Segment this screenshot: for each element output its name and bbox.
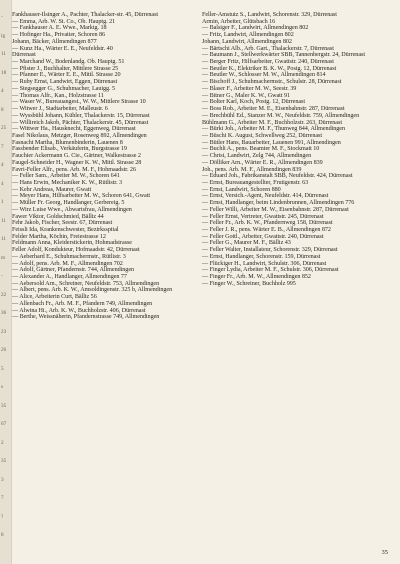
directory-entry: — Hofinger Ha., Privatier, Schoren 86 <box>12 32 106 39</box>
directory-entry: — Witwer J., Stadtarbeiter, Malleustr. 6 <box>12 106 108 113</box>
directory-entry: — Beutler W., Schlosser M. W., Allmendingen 814 <box>202 72 326 79</box>
directory-entry: — Aeberhard E., Schuhmachermstr., Rütlistr. 3 <box>12 253 126 260</box>
right-column <box>202 12 388 287</box>
directory-entry: Feissli Ida, Krankenschwester, Bezirksspital <box>12 227 119 233</box>
directory-entry: — Finger W., Schreiner, Buchholz 995 <box>202 280 296 287</box>
edge-mark: 7 <box>1 143 4 150</box>
directory-entry: Favri-Feller Alfr., pens. Arb. M. F., Hohmaadstr. 26 <box>12 166 136 173</box>
edge-mark: - <box>1 14 3 20</box>
directory-entry: — Feller Gottl., Arbeiter, Gwattstr. 240, Dürrenast <box>202 233 324 240</box>
directory-entry: — Berthe, Weissnäherin, Pfandernstrasse 749, Allmendingen <box>12 314 160 321</box>
directory-entry: — Bischoff J., Schuhmachermstr., Schulstr. 28, Dürrenast <box>202 79 342 86</box>
edge-mark: 4 <box>1 180 4 187</box>
directory-entry: — Fankhauser A. E. Wwe., Marktg. 18 <box>12 25 107 32</box>
edge-mark: 11 <box>1 51 6 57</box>
directory-entry: — Ernst, Versich.-Agent, Neufeldstr. 414, Dürrenast <box>202 193 329 200</box>
edge-mark: 35 <box>1 458 7 464</box>
directory-entry: Armin, Arbeiter, Glütsbach 16 <box>202 18 276 25</box>
directory-entry: — Bitner G., Maler K. W., Gwatt 91 <box>202 92 291 99</box>
directory-entry: — Hans Erwin, Mechaniker K. W., Rütlistr. 3 <box>12 179 123 186</box>
directory-entry: — Pfanner E., Wärter E. E., Mittl. Strasse 20 <box>12 72 121 79</box>
directory-entry: — Bolter Karl, Koch, Postg. 12, Dürrenast <box>202 99 306 106</box>
edge-mark: ig <box>1 32 6 39</box>
directory-entry: — Blaser F., Arbeiter M. W., Seestr. 39 <box>202 85 297 92</box>
directory-entry: — Müller Fr. Georg, Handlanger, Gerbereig. 5 <box>12 200 125 207</box>
directory-entry: Fasnacht Martha, Blumenbinderin, Lauenen 8 <box>12 139 123 146</box>
directory-entry: — Kunz Ha., Wärter E. E., Neufeldstr. 40 <box>12 45 113 52</box>
edge-mark: 2 <box>1 439 4 446</box>
directory-entry: Joh., pens. Arb. M. F., Allmendingen 839 <box>202 166 302 173</box>
directory-entry: — Ernst, Landwirt, Schoren 880 <box>202 186 281 193</box>
directory-entry: Fauchier Ackermann G. Cie., Gärtner, Walkestrasse 2 <box>12 153 141 160</box>
edge-mark: 5 <box>1 365 4 372</box>
edge-mark: 23 <box>1 328 7 335</box>
directory-entry: — Wirz Luise Wwe., Abwartsfrau, Allmendingen <box>12 206 132 213</box>
edge-mark: 1 <box>1 199 4 205</box>
edge-mark: m <box>1 254 6 261</box>
directory-entry: — Emma, Arb. W. St. Co., Ob. Hauptg. 21 <box>12 18 116 25</box>
directory-entry: — Balsiger F., Landwirt, Allmendingen 802 <box>202 25 309 32</box>
binding-edge <box>0 0 12 564</box>
directory-entry: — Eduard Joh., Fabrikanstalt SBB, Neufeldstr. 424, Dürrenast <box>202 173 353 180</box>
directory-entry: — Albert, pens. Arb. K. W., Amsoldingenstr. 325 b, Allmendingen <box>12 287 173 294</box>
directory-entry: — Wittwer Ha., Hausknecht, Eggenweg, Dürrenast <box>12 126 136 133</box>
edge-mark: 26 <box>1 347 7 353</box>
directory-entry: — Alice, Arbeiterin Curt, Bälliz 56 <box>12 294 97 301</box>
edge-mark: 67 <box>1 421 7 427</box>
directory-entry: — Feller Sam., Arbeiter M. W., Schoren 641 <box>12 173 120 180</box>
edge-mark: 11 <box>1 236 6 242</box>
directory-entry: — Dölliker Arn., Wärter E. R., Allmendingen 839 <box>202 159 323 166</box>
directory-entry: Fasel Nikolaus, Metzger, Rosenweg 892, Allmendingen <box>12 132 147 139</box>
directory-entry: — Christ, Landwirt, Zelg 744, Allmendingen <box>202 153 312 160</box>
directory-entry: Feldmann Anna, Kleiderstickerin, Hohmadstrasse <box>12 240 132 247</box>
directory-entry: — Baumann J., Stellwerkwärter SBB, Tannenbergstr. 24, Dürrenast <box>202 52 365 59</box>
directory-entry: — Boss Rob., Arbeiter M. E., Eisenbahnstr. 287, Dürrenast <box>202 106 345 113</box>
edge-mark: s <box>1 384 4 390</box>
directory-entry: Feller-Amstutz S., Landwirt, Schorenstr. 329, Dürrenast <box>202 12 337 18</box>
directory-entry: — Finger Fr., Arb. M. W., Allmendingen 852 <box>202 274 311 281</box>
directory-entry: — Berger Fritz, Hilfsarbeiter, Gwattstr. 240, Dürrenast <box>202 59 334 66</box>
directory-entry: — Fritz, Landwirt, Allmendingen 802 <box>202 32 294 39</box>
edge-mark: 11 <box>1 217 6 224</box>
directory-entry: — Feller J. R., pens. Wärter E. B., Allmendingen 872 <box>202 227 331 233</box>
directory-entry: — Feller Walter, Installateur, Schorenstr. 329, Dürrenast <box>202 247 338 254</box>
edge-mark: 8 <box>1 532 4 538</box>
directory-entry: — Ernst, Handlanger, Schorenstr. 159, Dürrenast <box>202 253 321 260</box>
directory-entry: — Feller Willi, Arbeiter M. W., Eisenbahnstr. 287, Dürrenast <box>202 206 349 213</box>
directory-entry: Feller Adolf, Kondukteur, Hofmaadstr. 42, Dürrenast <box>12 247 140 254</box>
edge-mark: - <box>1 273 3 279</box>
directory-entry: — Brechbühl Ed., Stanzer M. W., Neufeldstr. 759, Allmendingen <box>202 112 360 119</box>
directory-entry: Fawer Viktor, Goldschmied, Bälliz 44 <box>12 213 104 220</box>
edge-mark: 25 <box>1 125 7 131</box>
directory-entry: — Ernst, Handlanger, beim Lindenbrunnen, Allmendingen 776 <box>202 200 355 207</box>
directory-entry: — Stegsegger G., Schuhmacher, Lauigg. 5 <box>12 85 116 92</box>
directory-entry: — Beutler K., Elektriker B. K. W., Postg. 12, Dürrenast <box>202 65 337 72</box>
directory-entry: — Adolf, Gärtner, Pfandernstr. 744, Allmendingen <box>12 267 135 274</box>
directory-entry: — Buchli A., pens. Beamter M. F., Stockmatt 10 <box>202 146 320 153</box>
directory-entry: Dürrenast <box>12 52 36 59</box>
directory-entry: — Büschi K. August, Schwellweg 252, Dürrenast <box>202 132 323 139</box>
edge-mark: ? <box>1 513 4 520</box>
directory-entry: — Marchand W., Bodenlandg. Ob. Hauptg. 51 <box>12 59 125 66</box>
edge-mark: 7 <box>1 495 4 501</box>
edge-mark: 4 <box>1 88 4 94</box>
directory-entry: — Adolf, pens. Arb. M. F., Allmendingen 702 <box>12 260 123 267</box>
left-column <box>12 12 198 321</box>
directory-entry: — Aebersold Arn., Schreiner, Neufeldstr. 753, Allmendingen <box>12 280 160 287</box>
directory-entry: — Waser W., Bureauangest., W. W., Mittlere Strasse 10 <box>12 99 146 106</box>
edge-mark: 18 <box>1 69 7 76</box>
page-number: 35 <box>381 549 388 556</box>
directory-entry: — Pfister J., Buchhalter, Mittlere Strasse 25 <box>12 65 119 72</box>
directory-entry: — Feller Ernst, Vertreter, Gwattstr. 245, Dürrenast <box>202 213 324 220</box>
directory-entry: Fankhauser-Ilsinger A., Pachter, Thalacker-str. 45, Dürrenast <box>12 12 159 18</box>
directory-entry: — Thomas Alfr., Kan., Holzstrasse 11 <box>12 92 104 99</box>
directory-entry: — Alexander A., Handlanger, Allmendingen 77 <box>12 274 127 281</box>
directory-entry: — Feller G., Maurer M. F., Bälliz 43 <box>202 240 291 247</box>
directory-entry: — Ruby Ernst, Landwirt, Eggen, Dürrenast <box>12 79 118 86</box>
directory-entry: Fassbender Elisab., Verkäuferin, Burgstrasse 19 <box>12 146 127 153</box>
directory-entry: Johann, Bäcker, Allmendingen 877 <box>12 38 97 45</box>
edge-mark: 35 <box>1 402 7 409</box>
edge-mark: 3 <box>1 476 4 483</box>
directory-entry: — Bürki Joh., Arbeiter M. F., Thunweg 844, Allmendingen <box>202 126 345 133</box>
directory-entry: — Flückiger H., Landwirt, Schulstr. 306, Dürrenast <box>202 260 327 267</box>
directory-entry: — Allenbach Fr., Arb. M. F., Pfandern 749, Allmendingen <box>12 300 153 307</box>
directory-entry: — Finger Lydia, Arbeiter M. F., Schulstr. 306, Dürrenast <box>202 267 339 274</box>
directory-entry: Felder Martha, Köchin, Freiestrasse 12 <box>12 233 106 240</box>
edge-mark: 22 <box>1 291 7 298</box>
directory-entry: Bühlmann G., Arbeiter M. F., Buchholzstr. 263, Dürrenast <box>202 119 342 126</box>
directory-entry: — Feller Fr., Arb. K. W., Pfandernweg 158, Dürrenast <box>202 220 333 227</box>
directory-entry: — Wyssbühl Johann, Kühler, Thalackerstr. 15, Dürrenast <box>12 112 150 119</box>
directory-entry: — Ernst, Bureauangestellter, Frutigenstr. 63 <box>202 179 309 186</box>
directory-entry: — Meyer Hans, Hilfsarbeiter M. W., Schoren 641, Gwatt <box>12 193 151 200</box>
directory-entry: Johann, Landwirt, Allmendingen 802 <box>202 38 292 45</box>
directory-entry: — Bärtschi Alb., Arb. Gart., Thalackerstr. 7, Dürrenast <box>202 45 334 52</box>
directory-entry: — Kehr Andreas, Maurer, Gwatt <box>12 186 92 193</box>
directory-entry: Fehr Jakob, Fischer, Seestr. 67, Dürrenast <box>12 220 113 227</box>
directory-entry: — Alwina Hi., Arb. K. W., Buchholzstr. 406, Dürrenast <box>12 307 146 314</box>
edge-mark: 4 <box>1 162 4 168</box>
edge-mark: 8 <box>1 106 4 113</box>
directory-entry: Faugel-Schneider H., Wagner K. W., Mittl. Strasse 28 <box>12 159 142 166</box>
directory-entry: — Bütler Hans, Bauarbeiter, Lauenen 991, Allmendingen <box>202 139 341 146</box>
edge-mark: 36 <box>1 310 7 316</box>
directory-entry: — Willireich Jakob, Pächter, Thalackerstr. 45, Dürrenast <box>12 119 149 126</box>
